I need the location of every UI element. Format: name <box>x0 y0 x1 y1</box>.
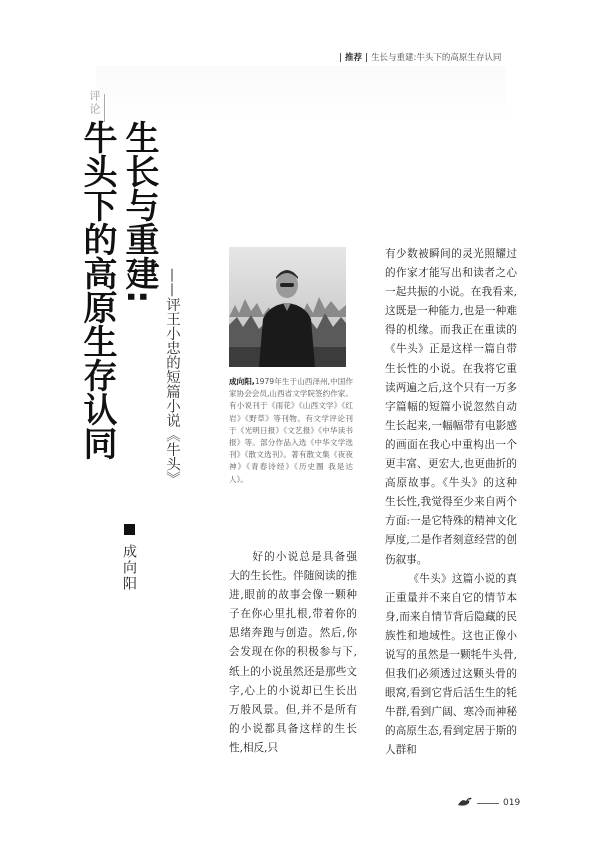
footer-rule <box>477 803 499 804</box>
bio-name: 成向阳, <box>229 377 255 386</box>
body-paragraph: 有少数被瞬间的灵光照耀过的作家才能写出和读者之心一起共振的小说。在我看来,这既是一种能力,也是一种难得的机缘。而我正在重读的《牛头》正是这样一篇自带生长性的小说。在我将它重读两遍之后,这个只有一万多字篇幅的短篇小说忽然自动生长起来,一幅幅带有电影感的画面在我心中重构出一个更丰富、更宏大,也更曲折的高原故事。《牛头》的这种生长性,我觉得至少来自两个方面:一是它特殊的精神文化厚度,二是作者刻意经营的创伤叙事。 <box>385 248 517 566</box>
title-line: 牛头下的高原生存认同 <box>77 120 117 460</box>
title-line: 生长与重建: <box>119 120 159 304</box>
header-divider <box>340 53 341 62</box>
body-column-left <box>229 548 357 758</box>
bird-logo-icon <box>457 796 473 811</box>
author-marker <box>124 524 135 535</box>
body-paragraph: 《牛头》这篇小说的真正重量并不来自它的情节本身,而来自情节背后隐藏的民族性和地域性。这也正像小说写的虽然是一颗牦牛头骨,但我们必须透过这颗头骨的眼窝,看到它背后活生生的牦牛群,看到广阔、寒冷而神秘的高原生态,看到定居于斯的人群和 <box>385 572 517 757</box>
page-number: 019 <box>503 798 521 808</box>
article-subtitle: ——评王小忠的短篇小说《牛头》 <box>164 268 180 486</box>
page-footer <box>457 796 537 810</box>
author-name: 成向阳 <box>121 544 137 592</box>
header-band <box>96 66 506 126</box>
author-photo <box>229 247 346 367</box>
column-label: 评论 <box>88 90 101 116</box>
body-column-right <box>385 245 517 761</box>
column-label-rule <box>104 94 105 122</box>
article-title <box>77 120 160 510</box>
author-bio <box>229 376 353 486</box>
running-header <box>340 50 540 64</box>
header-divider <box>366 53 367 62</box>
body-paragraph: 好的小说总是具备强大的生长性。伴随阅读的推进,眼前的故事会像一颗种子在你心里扎根,带着你的思绪奔跑与创造。然后,你会发现在你的积极参与下,纸上的小说虽然还是那些文字,心上的小说却已生长出万般风景。但,并不是所有的小说都具备这样的生长性,相反,只 <box>229 551 357 754</box>
bio-text: 1979年生于山西泽州,中国作家协会会员,山西省文学院签约作家。有小说刊于《雨花》《山西文学》《红岩》《野草》等刊物。有文学评论刊于《光明日报》《文艺报》《中华读书报》等。部分作品入选《中华文学选刊》《散文选刊》。著有散文集《夜夜神》《青春诗经》《历史圈 我是达人》。 <box>229 377 353 484</box>
header-tag: 推荐 <box>345 53 363 63</box>
header-title: 生长与重建:牛头下的高原生存认同 <box>371 53 502 63</box>
